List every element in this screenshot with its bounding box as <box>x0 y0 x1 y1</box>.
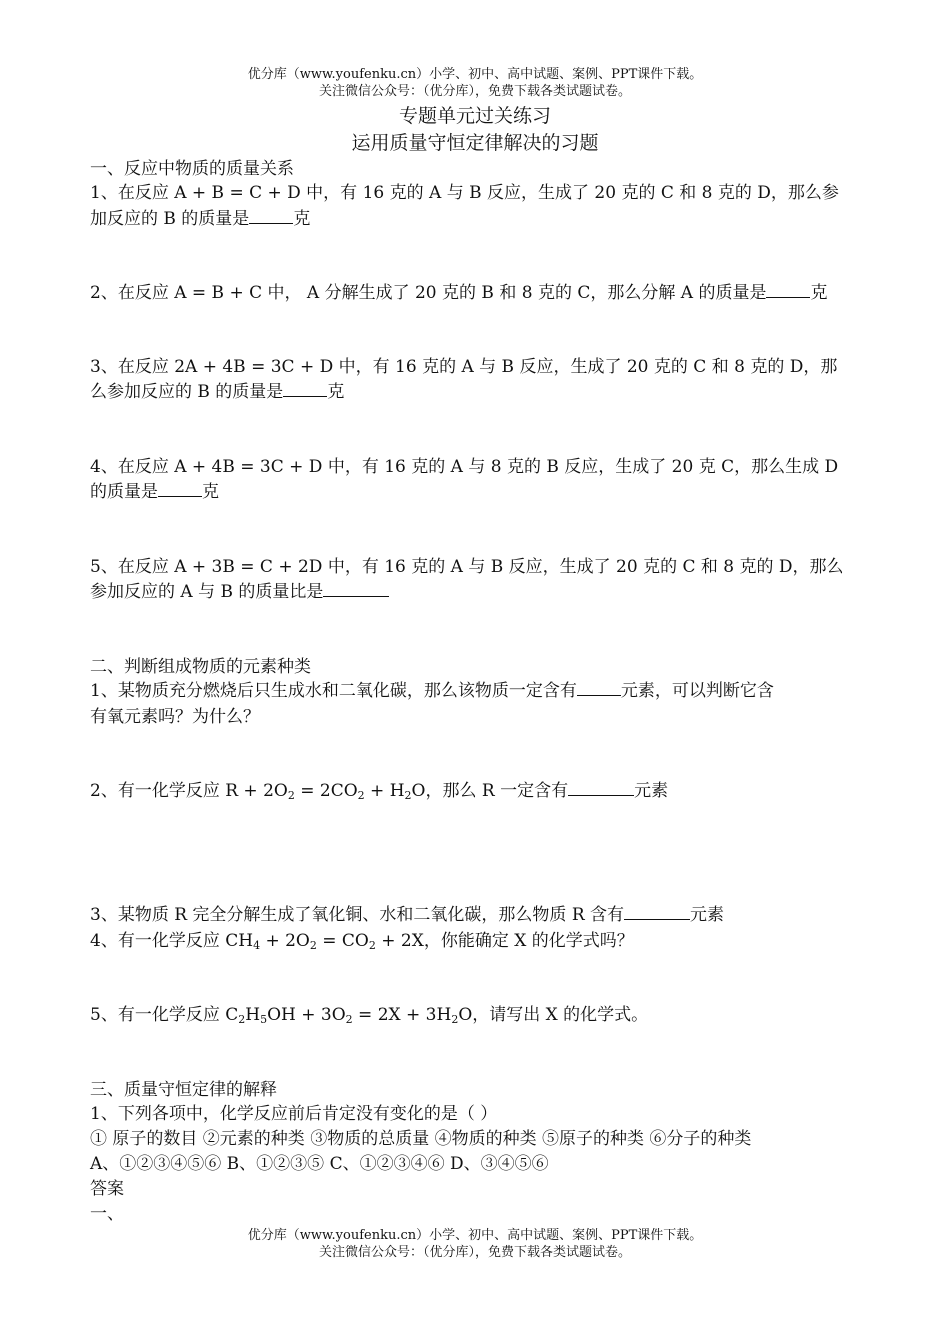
s2-q2-part-2: = 2CO <box>294 781 358 801</box>
s2-q3-unit: 元素 <box>690 905 725 925</box>
s3-q1-line: 1、下列各项中，化学反应前后肯定没有变化的是（ ） <box>90 1104 498 1124</box>
s2-q4-part-3: = CO <box>316 931 369 951</box>
s2-q5-line <box>90 1003 865 1027</box>
s1-q1-line-1: 1、在反应 A + B = C + D 中，有 16 克的 A 与 B 反应，生成了 20 克的 C 和 8 克的 D，那么参 <box>90 183 839 203</box>
s1-q1-blank[interactable] <box>249 207 293 224</box>
s2-q5-part-2: H <box>245 1005 261 1025</box>
s2-q3-line <box>90 903 865 927</box>
answers-heading: 答案 <box>90 1179 124 1199</box>
s2-q4-part-1: 4、有一化学反应 CH <box>90 931 254 951</box>
s2-q2-line <box>90 779 865 803</box>
s2-q4-sub-3: 2 <box>368 939 376 952</box>
s2-q5-sub-1: 2 <box>238 1013 246 1026</box>
s2-q2-unit: 元素 <box>634 781 669 801</box>
s2-q3-text: 3、某物质 R 完全分解生成了氧化铜、水和二氧化碳，那么物质 R 含有 <box>90 905 625 925</box>
s2-q2-sub-1: 2 <box>287 789 295 802</box>
s3-q1-options: A、①②③④⑤⑥ B、①②③⑤ C、①②③④⑥ D、③④⑤⑥ <box>90 1154 549 1174</box>
s1-q3-line-2 <box>90 380 865 404</box>
s2-q2-part-1: 2、有一化学反应 R + 2O <box>90 781 288 801</box>
s1-q1-unit: 克 <box>293 209 311 229</box>
s2-q4-part-4: + 2X，你能确定 X 的化学式吗？ <box>375 931 634 951</box>
page-header <box>0 66 950 100</box>
s1-q4-unit: 克 <box>202 482 219 502</box>
s1-q3-blank[interactable] <box>283 380 327 397</box>
section-2-heading: 二、判断组成物质的元素种类 <box>90 657 311 677</box>
s2-q4-line <box>90 929 865 953</box>
s2-q1-blank[interactable] <box>577 679 621 696</box>
s1-q4-blank[interactable] <box>158 480 202 497</box>
s2-q4-part-2: + 2O <box>260 931 310 951</box>
s1-q2-line <box>90 281 865 305</box>
s1-q3-text: 么参加反应的 B 的质量是 <box>90 382 284 402</box>
page-footer <box>0 1227 950 1261</box>
s1-q1-line-2 <box>90 207 865 231</box>
document-subtitle: 运用质量守恒定律解决的习题 <box>351 132 599 154</box>
s1-q2-blank[interactable] <box>766 281 810 298</box>
s3-q1-items: ① 原子的数目 ②元素的种类 ③物质的总质量 ④物质的种类 ⑤原子的种类 ⑥分子的种类 <box>90 1129 752 1149</box>
s1-q2-text: 2、在反应 A = B + C 中， A 分解生成了 20 克的 B 和 8 克的 C，那么分解 A 的质量是 <box>90 283 767 303</box>
section-1-heading: 一、反应中物质的质量关系 <box>90 159 294 179</box>
s2-q2-part-4: O，那么 R 一定含有 <box>411 781 569 801</box>
s2-q1-line-1 <box>90 679 865 703</box>
s2-q2-part-3: + H <box>364 781 405 801</box>
s1-q4-text: 的质量是 <box>90 482 158 502</box>
s1-q4-line-2 <box>90 480 865 504</box>
s1-q3-unit: 克 <box>327 382 345 402</box>
section-3-heading: 三、质量守恒定律的解释 <box>90 1080 277 1100</box>
s2-q5-part-1: 5、有一化学反应 C <box>90 1005 239 1025</box>
s2-q1-text-2: 元素，可以判断它含 <box>620 681 774 701</box>
s2-q4-sub-2: 2 <box>309 939 317 952</box>
s1-q1-text: 加反应的 B 的质量是 <box>90 209 250 229</box>
s1-q5-blank[interactable] <box>323 580 389 597</box>
footer-line-1: 优分库（www.youfenku.cn）小学、初中、高中试题、案例、PPT课件下载。 <box>247 1228 703 1243</box>
s2-q4-sub-1: 4 <box>253 939 261 952</box>
s1-q2-unit: 克 <box>810 283 828 303</box>
s2-q5-part-5: O，请写出 X 的化学式。 <box>458 1005 649 1025</box>
s2-q5-part-3: OH + 3O <box>267 1005 346 1025</box>
s2-q5-sub-3: 2 <box>345 1013 353 1026</box>
header-line-2: 关注微信公众号：（优分库），免费下载各类试题试卷。 <box>318 84 631 99</box>
s2-q2-blank[interactable] <box>568 779 634 796</box>
s1-q3-line-1: 3、在反应 2A + 4B = 3C + D 中，有 16 克的 A 与 B 反应，生成了 20 克的 C 和 8 克的 D，那 <box>90 357 838 377</box>
s2-q1-line-2: 有氧元素吗？为什么？ <box>90 707 260 727</box>
s2-q2-sub-2: 2 <box>357 789 365 802</box>
s1-q5-line-1: 5、在反应 A + 3B = C + 2D 中，有 16 克的 A 与 B 反应，生成了 20 克的 C 和 8 克的 D，那么 <box>90 557 844 577</box>
document-title: 专题单元过关练习 <box>398 105 551 127</box>
s2-q5-part-4: = 2X + 3H <box>352 1005 452 1025</box>
s1-q5-text: 参加反应的 A 与 B 的质量比是 <box>90 582 324 602</box>
s1-q5-line-2 <box>90 580 865 604</box>
answers-section-1: 一、 <box>90 1204 124 1224</box>
s2-q1-text: 1、某物质充分燃烧后只生成水和二氧化碳，那么该物质一定含有 <box>90 681 577 701</box>
footer-line-2: 关注微信公众号：（优分库），免费下载各类试题试卷。 <box>318 1245 631 1260</box>
header-line-1: 优分库（www.youfenku.cn）小学、初中、高中试题、案例、PPT课件下载。 <box>247 67 703 82</box>
s2-q3-blank[interactable] <box>624 903 690 920</box>
s2-q5-sub-4: 2 <box>451 1013 459 1026</box>
s2-q5-sub-2: 5 <box>260 1013 268 1026</box>
s2-q2-sub-3: 2 <box>404 789 412 802</box>
s1-q4-line-1: 4、在反应 A + 4B = 3C + D 中，有 16 克的 A 与 8 克的 B 反应，生成了 20 克 C，那么生成 D <box>90 457 839 477</box>
